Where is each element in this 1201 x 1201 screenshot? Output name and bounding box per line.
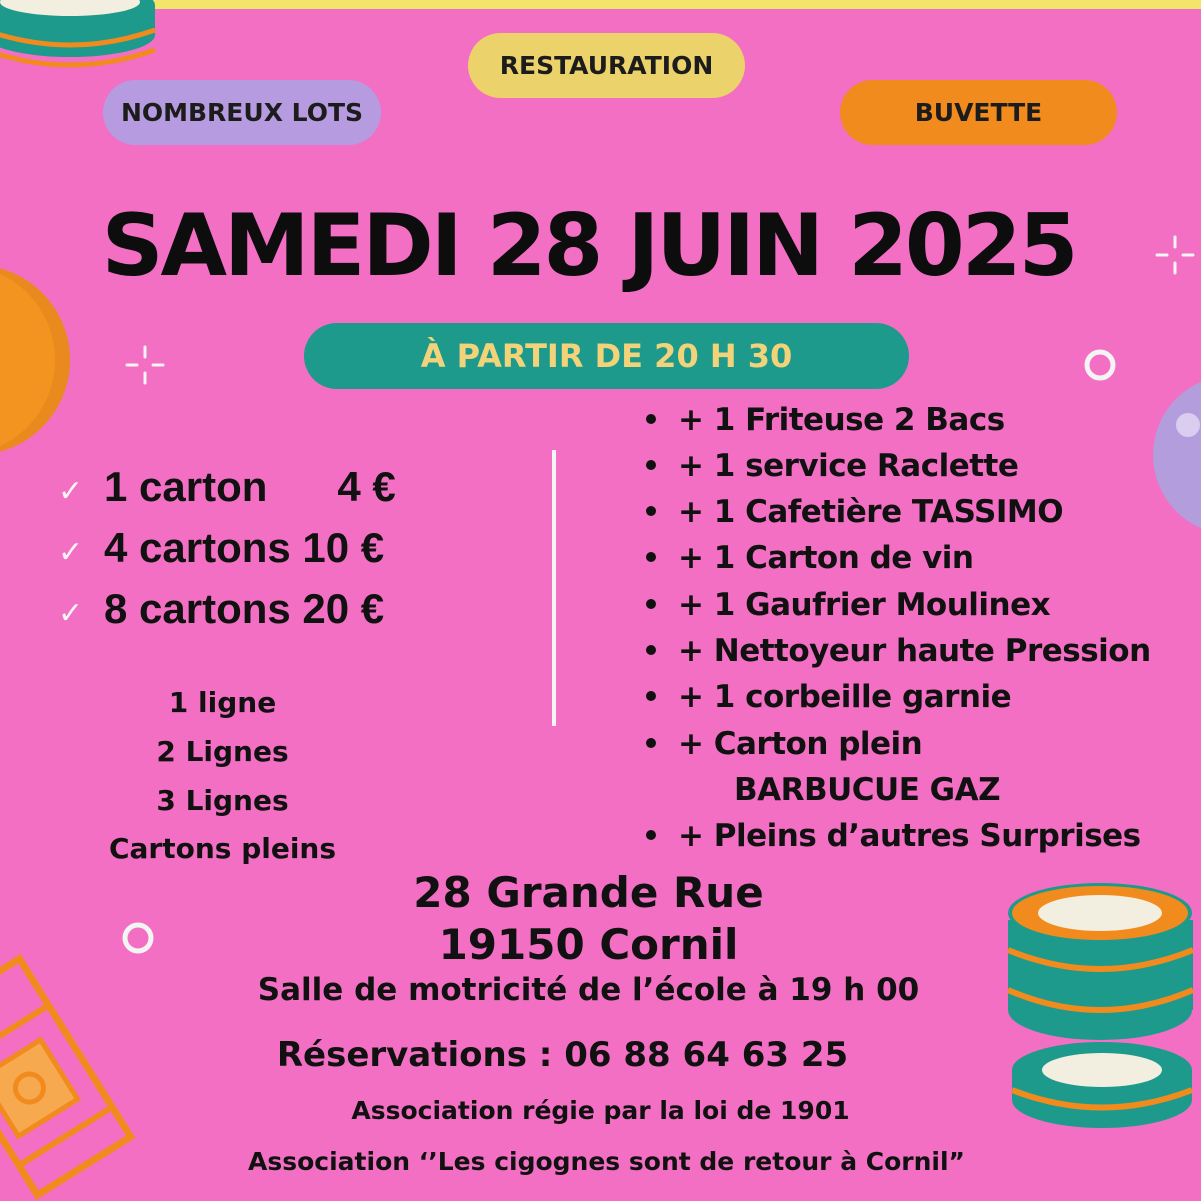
start-time-banner [304,323,909,389]
prize-item [646,679,1011,715]
event-date-title: SAMEDI 28 JUIN 2025 [101,196,1076,296]
game-item: 2 Lignes [156,735,289,768]
top-banner-strip [150,0,1201,9]
sparkle-icon [125,345,165,385]
bullet-icon [646,830,656,840]
prize-label: + 1 service Raclette [678,448,1019,484]
start-time-label: À PARTIR DE 20 H 30 [420,337,793,375]
prize-label: BARBUCUE GAZ [734,772,1001,808]
address-street: 28 Grande Rue [413,868,764,917]
game-item: 3 Lignes [156,784,289,817]
game-item: 1 ligne [168,686,277,719]
coin-stack-icon [0,0,180,80]
price-label: 1 carton 4 € [104,463,396,510]
column-divider [552,450,556,726]
lots-badge [103,80,381,145]
prize-label: + 1 Cafetière TASSIMO [678,494,1064,530]
prize-item [646,818,1141,854]
lots-label: NOMBREUX LOTS [120,98,364,127]
prize-label: + Nettoyeur haute Pression [678,633,1151,669]
price-row [58,524,384,572]
restauration-label: RESTAURATION [499,51,714,80]
prize-label: + Pleins d’autres Surprises [678,818,1141,854]
venue-info: Salle de motricité de l’école à 19 h 00 [257,972,920,1008]
prize-label: + 1 Gaufrier Moulinex [678,587,1051,623]
game-item: Cartons pleins [108,832,337,865]
prize-label: + 1 Friteuse 2 Bacs [678,402,1005,438]
balloon-icon [1158,370,1201,550]
prize-item [646,587,1050,623]
reservations-info: Réservations : 06 88 64 63 25 [276,1035,849,1075]
prize-item [646,726,922,762]
address-city: 19150 Cornil [438,920,739,969]
bullet-icon [646,460,656,470]
ring-icon [1082,347,1118,383]
prize-label: + 1 Carton de vin [678,540,974,576]
bullet-icon [646,738,656,748]
association-law: Association régie par la loi de 1901 [351,1096,850,1125]
price-row [58,463,396,511]
bullet-icon [646,414,656,424]
prize-subitem [734,772,1000,808]
bullet-icon [646,506,656,516]
association-name: Association ‘’Les cigognes sont de retour à Cornil” [248,1147,965,1176]
prize-item [646,540,973,576]
prize-item [646,448,1018,484]
prize-item [646,494,1063,530]
prize-item [646,402,1005,438]
buvette-label: BUVETTE [914,98,1043,127]
prize-label: + Carton plein [678,726,923,762]
bullet-icon [646,599,656,609]
check-icon: ✓ [58,597,84,630]
prize-item [646,633,1151,669]
bullet-icon [646,645,656,655]
restauration-badge [468,33,745,98]
check-icon: ✓ [58,536,84,569]
bullet-icon [646,552,656,562]
price-label: 8 cartons 20 € [104,585,385,632]
price-row [58,585,384,633]
buvette-badge [840,80,1117,145]
prize-label: + 1 corbeille garnie [678,679,1012,715]
bullet-icon [646,691,656,701]
price-label: 4 cartons 10 € [104,524,385,571]
check-icon: ✓ [58,475,84,508]
